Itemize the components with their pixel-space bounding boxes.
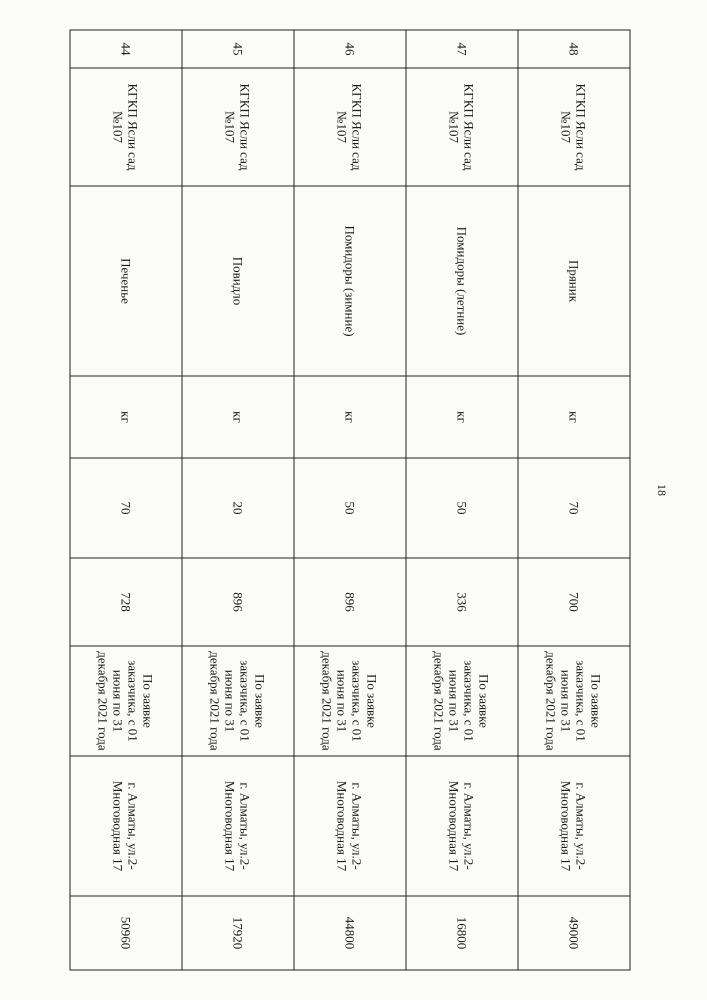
table-body	[70, 30, 630, 970]
product-name-cell: Повидло	[182, 186, 294, 376]
sum-cell: 50960	[70, 896, 182, 970]
delivery-term-cell: По заявке заказчика, с 01 июня по 31 декабря 2021 года	[70, 646, 182, 756]
row-number: 44	[70, 30, 182, 68]
address-cell: г. Алматы, ул.2-Многоводная 17	[406, 756, 518, 896]
address-cell: г. Алматы, ул.2-Многоводная 17	[70, 756, 182, 896]
organization-cell: КГКП Ясли сад №107	[518, 68, 630, 186]
delivery-term-cell: По заявке заказчика, с 01 июня по 31 декабря 2021 года	[294, 646, 406, 756]
delivery-term-cell: По заявке заказчика, с 01 июня по 31 декабря 2021 года	[518, 646, 630, 756]
price-cell: 896	[182, 558, 294, 646]
address-cell: г. Алматы, ул.2-Многоводная 17	[294, 756, 406, 896]
sum-cell: 16800	[406, 896, 518, 970]
quantity-cell: 70	[70, 458, 182, 558]
quantity-cell: 20	[182, 458, 294, 558]
table-row	[294, 30, 406, 970]
procurement-table	[70, 30, 631, 971]
product-name-cell: Помидоры (зимние)	[294, 186, 406, 376]
address-cell: г. Алматы, ул.2-Многоводная 17	[518, 756, 630, 896]
table-row	[70, 30, 182, 970]
product-name-cell: Печенье	[70, 186, 182, 376]
price-cell: 700	[518, 558, 630, 646]
delivery-term-cell: По заявке заказчика, с 01 июня по 31 декабря 2021 года	[182, 646, 294, 756]
unit-cell: кг	[70, 376, 182, 458]
unit-cell: кг	[294, 376, 406, 458]
sum-cell: 44800	[294, 896, 406, 970]
price-cell: 896	[294, 558, 406, 646]
row-number: 46	[294, 30, 406, 68]
address-cell: г. Алматы, ул.2-Многоводная 17	[182, 756, 294, 896]
price-cell: 728	[70, 558, 182, 646]
delivery-term-cell: По заявке заказчика, с 01 июня по 31 декабря 2021 года	[406, 646, 518, 756]
product-name-cell: Пряник	[518, 186, 630, 376]
organization-cell: КГКП Ясли сад №107	[182, 68, 294, 186]
unit-cell: кг	[518, 376, 630, 458]
organization-cell: КГКП Ясли сад №107	[406, 68, 518, 186]
quantity-cell: 50	[406, 458, 518, 558]
unit-cell: кг	[182, 376, 294, 458]
page-number: 18	[655, 484, 669, 496]
price-cell: 336	[406, 558, 518, 646]
unit-cell: кг	[406, 376, 518, 458]
sum-cell: 49000	[518, 896, 630, 970]
row-number: 47	[406, 30, 518, 68]
organization-cell: КГКП Ясли сад №107	[294, 68, 406, 186]
organization-cell: КГКП Ясли сад №107	[70, 68, 182, 186]
quantity-cell: 50	[294, 458, 406, 558]
row-number: 48	[518, 30, 630, 68]
table-row	[518, 30, 630, 970]
quantity-cell: 70	[518, 458, 630, 558]
sum-cell: 17920	[182, 896, 294, 970]
row-number: 45	[182, 30, 294, 68]
table-row	[182, 30, 294, 970]
table-row	[406, 30, 518, 970]
product-name-cell: Помидоры (летние)	[406, 186, 518, 376]
